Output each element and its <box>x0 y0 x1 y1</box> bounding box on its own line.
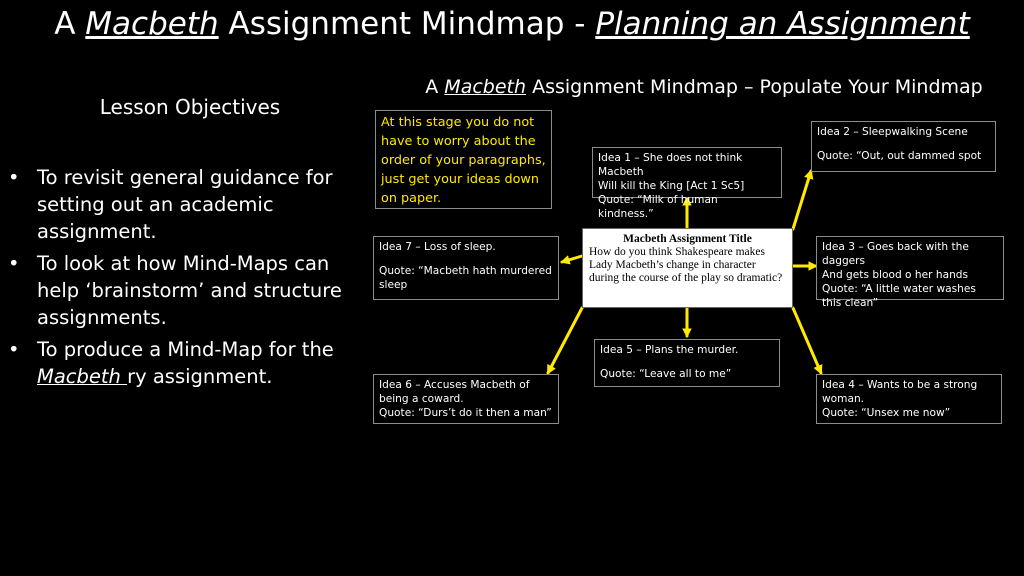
title-text-planning: Planning an Assignment <box>595 6 970 42</box>
idea2-box <box>811 121 996 172</box>
idea5-quote: Quote: “Leave all to me” <box>600 368 732 380</box>
arrow-to-idea6 <box>548 308 582 373</box>
idea7-box <box>373 236 559 300</box>
bullet-icon: • <box>8 338 20 361</box>
idea7-quote: Quote: “Macbeth hath murdered sleep <box>379 265 552 291</box>
central-question: How do you think Shakespeare makes Lady Macbeth’s change in character during the course of the play so dramatic? <box>589 246 783 284</box>
idea2-spacer <box>817 139 990 149</box>
idea5-box <box>594 339 780 387</box>
objective-text-macbeth: Macbeth <box>37 365 128 388</box>
idea2-heading: Idea 2 – Sleepwalking Scene <box>817 126 968 138</box>
idea4-heading: Idea 4 – Wants to be a strong woman. <box>822 379 978 405</box>
bullet-icon: • <box>8 166 20 189</box>
idea1-box <box>592 147 782 220</box>
idea3-detail: And gets blood o her hands <box>822 269 969 281</box>
idea6-heading: Idea 6 – Accuses Macbeth of being a coward. <box>379 379 530 405</box>
idea4-quote: Quote: “Unsex me now” <box>822 407 951 419</box>
subtitle-text-a: A <box>425 76 445 98</box>
arrow-to-idea7 <box>562 256 582 262</box>
idea1-heading: Idea 1 – She does not think Macbeth <box>598 152 743 178</box>
idea1-detail: Will kill the King [Act 1 Sc5] <box>598 180 745 192</box>
title-text-a: A <box>54 6 86 42</box>
title-text-macbeth: Macbeth <box>85 6 219 42</box>
instruction-note: At this stage you do not have to worry about the order of your paragraphs, just get your ideas down on paper. <box>375 110 552 209</box>
title-text-middle: Assignment Mindmap - <box>218 6 596 42</box>
objective-text: To look at how Mind-Maps can help ‘brainstorm’ and structure assignments. <box>37 252 342 329</box>
objective-text-end: ry assignment. <box>127 365 273 388</box>
idea7-heading: Idea 7 – Loss of sleep. <box>379 241 496 253</box>
idea5-spacer <box>600 357 774 367</box>
idea5-heading: Idea 5 – Plans the murder. <box>600 344 739 356</box>
central-title-box <box>582 228 793 308</box>
central-title: Macbeth Assignment Title <box>623 233 752 245</box>
idea6-quote: Quote: “Durs’t do it then a man” <box>379 407 552 419</box>
idea4-box <box>816 374 1002 424</box>
idea1-quote: Quote: “Milk of human kindness.” <box>598 194 718 220</box>
subtitle-text-macbeth: Macbeth <box>444 76 527 98</box>
idea2-quote: Quote: “Out, out dammed spot <box>817 150 982 162</box>
objective-text: To revisit general guidance for setting out an academic assignment. <box>37 166 333 243</box>
idea3-quote: Quote: “A little water washes this clean” <box>822 283 976 309</box>
bullet-icon: • <box>8 252 20 275</box>
arrow-to-idea2 <box>793 171 811 229</box>
objective-text: To produce a Mind-Map for the <box>37 338 334 361</box>
arrow-to-idea4 <box>793 308 821 373</box>
idea3-box <box>816 236 1004 309</box>
objectives-heading: Lesson Objectives <box>99 95 281 119</box>
idea6-box <box>373 374 559 424</box>
subtitle-text-rest: Assignment Mindmap – Populate Your Mindmap <box>526 76 983 98</box>
idea3-heading: Idea 3 – Goes back with the daggers <box>822 241 969 267</box>
idea7-spacer <box>379 254 553 264</box>
